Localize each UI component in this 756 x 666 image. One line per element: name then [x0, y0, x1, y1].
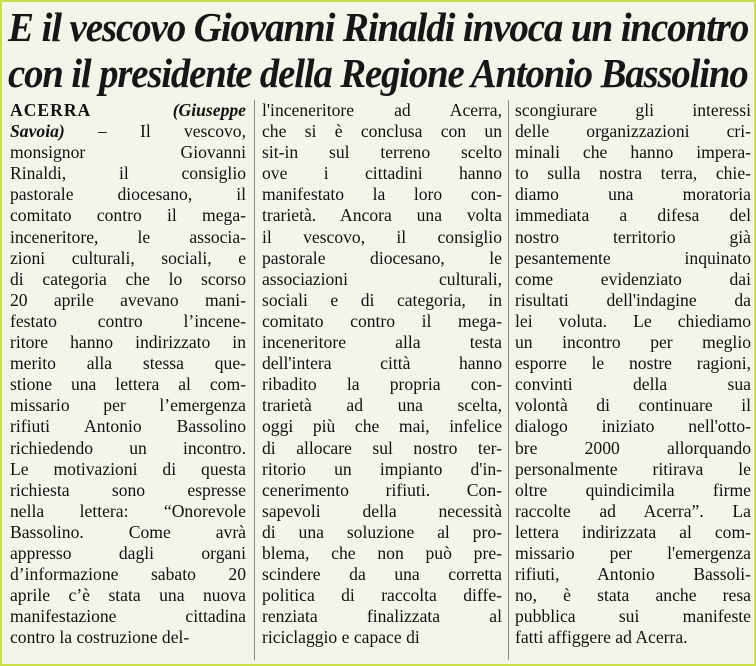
article-body	[10, 100, 751, 660]
article-line: monsignor Giovanni	[10, 142, 246, 163]
article-line: scindere da una corretta	[262, 564, 502, 585]
article-line: come evidenziato dai	[515, 268, 751, 289]
article-line: cenerimento rifiuti. Con-	[262, 479, 502, 500]
article-line: stione una lettera al com-	[10, 374, 246, 395]
article-line: che si è conclusa con un	[262, 121, 502, 142]
article-line: inceneritore alla testa	[262, 332, 502, 353]
article-line: pesantemente inquinato	[515, 247, 751, 268]
article-line: volontà di continuare il	[515, 395, 751, 416]
article-line: scongiurare gli interessi	[515, 100, 751, 120]
article-line: sociali e di categoria, in	[262, 289, 502, 310]
article-line: ritorio un impianto d'in-	[262, 458, 502, 479]
byline: (Giuseppe	[91, 100, 246, 120]
article-line: rifiuti, Antonio Bassoli-	[515, 564, 751, 585]
article-line: bre 2000 allorquando	[515, 437, 751, 458]
article-line: dialogo iniziato nell'otto-	[515, 416, 751, 437]
article-line: personalmente ritirava le	[515, 458, 751, 479]
article-line: missario per l’emergenza	[10, 395, 246, 416]
article-line: blema, che non può pre-	[262, 542, 502, 563]
headline	[8, 4, 752, 96]
article-line: ribadito la propria con-	[262, 374, 502, 395]
article-line: comitato contro il mega-	[262, 310, 502, 331]
article-line: ritore hanno indirizzato in	[10, 332, 246, 353]
article-line: nella lettera: “Onorevole	[10, 500, 246, 521]
article-line: trarietà ad una scelta,	[262, 395, 502, 416]
article-line: merito alla stessa que-	[10, 353, 246, 374]
article-line: oggi più che mai, infelice	[262, 416, 502, 437]
article-line: rifiuti Antonio Bassolino	[10, 416, 246, 437]
article-line: riciclaggio e capace di	[262, 627, 420, 648]
article-line: festato contro l’incene-	[10, 310, 246, 331]
article-line: di una soluzione al pro-	[262, 521, 502, 542]
article-line: sit-in sul terreno scelto	[262, 142, 502, 163]
article-line: trarietà. Ancora una volta	[262, 205, 502, 226]
article-line	[10, 121, 246, 142]
article-line: risultati dell'indagine da	[515, 289, 751, 310]
article-line: politica di raccolta diffe-	[262, 585, 502, 606]
article-line: fatti affiggere ad Acerra.	[515, 627, 688, 648]
article-line: appresso dagli organi	[10, 542, 246, 563]
article-line: nostro territorio già	[515, 226, 751, 247]
article-line: pastorale diocesano, le	[262, 247, 502, 268]
article-line: aprile c’è stata una nuova	[10, 585, 246, 606]
article-line: di allocare sul nostro ter-	[262, 437, 502, 458]
article-line: l'inceneritore ad Acerra,	[262, 100, 502, 120]
article-line: missario per l'emergenza	[515, 542, 751, 563]
article-line: immediata a difesa del	[515, 205, 751, 226]
article-line: richiedendo un incontro.	[10, 437, 246, 458]
article-line: Le motivazioni di questa	[10, 458, 246, 479]
article-line: Rinaldi, il consiglio	[10, 163, 246, 184]
article-line: inceneritore, le associa-	[10, 226, 246, 247]
article-line: richiesta sono espresse	[10, 479, 246, 500]
article-line: un incontro per meglio	[515, 332, 751, 353]
article-line: ove i cittadini hanno	[262, 163, 502, 184]
article-line: manifestazione cittadina	[10, 606, 246, 627]
article-line: delle organizzazioni cri-	[515, 121, 751, 142]
headline-line-1: E il vescovo Giovanni Rinaldi invoca un incontro	[8, 4, 749, 50]
article-line: to sulla nostra terra, chie-	[515, 163, 751, 184]
article-line: pastorale diocesano, il	[10, 184, 246, 205]
article-line: associazioni culturali,	[262, 268, 502, 289]
article-line: 20 aprile avevano mani-	[10, 289, 246, 310]
article-line: il vescovo, il consiglio	[262, 226, 502, 247]
article-line: no, è stata anche resa	[515, 585, 751, 606]
article-line: diamo una moratoria	[515, 184, 751, 205]
headline-line-2: con il presidente della Regione Antonio Bassolino	[8, 50, 748, 96]
article-line: pubblica sui manifeste	[515, 606, 751, 627]
article-line: lettera indirizzata al com-	[515, 521, 751, 542]
article-line: renziata finalizzata al	[262, 606, 502, 627]
article-line: raccolte ad Acerra”. La	[515, 500, 751, 521]
article-line: esporre le nostre ragioni,	[515, 353, 751, 374]
article-line: contro la costruzione del-	[10, 627, 190, 648]
article-line: oltre quindicimila firme	[515, 479, 751, 500]
article-line: minali che hanno impera-	[515, 142, 751, 163]
article-line: zioni culturali, sociali, e	[10, 247, 246, 268]
article-line: comitato contro il mega-	[10, 205, 246, 226]
article-text: – Il vescovo,	[64, 121, 246, 142]
column-divider	[508, 100, 509, 660]
byline: Savoia)	[10, 121, 65, 142]
dateline: ACERRA	[10, 100, 92, 120]
article-line: sapevoli della necessità	[262, 500, 502, 521]
article-line: lei voluta. Le chiediamo	[515, 310, 751, 331]
article-line: manifestato la loro con-	[262, 184, 502, 205]
article-line: di categoria che lo scorso	[10, 268, 246, 289]
article-column-1	[10, 100, 246, 648]
article-line: Bassolino. Come avrà	[10, 521, 246, 542]
article-line	[10, 100, 246, 121]
article-line: d’informazione sabato 20	[10, 564, 246, 585]
article-column-2	[262, 100, 502, 648]
article-line: convinti della sua	[515, 374, 751, 395]
article-column-3	[515, 100, 751, 648]
column-divider	[254, 100, 255, 660]
article-line: dell'intera città hanno	[262, 353, 502, 374]
